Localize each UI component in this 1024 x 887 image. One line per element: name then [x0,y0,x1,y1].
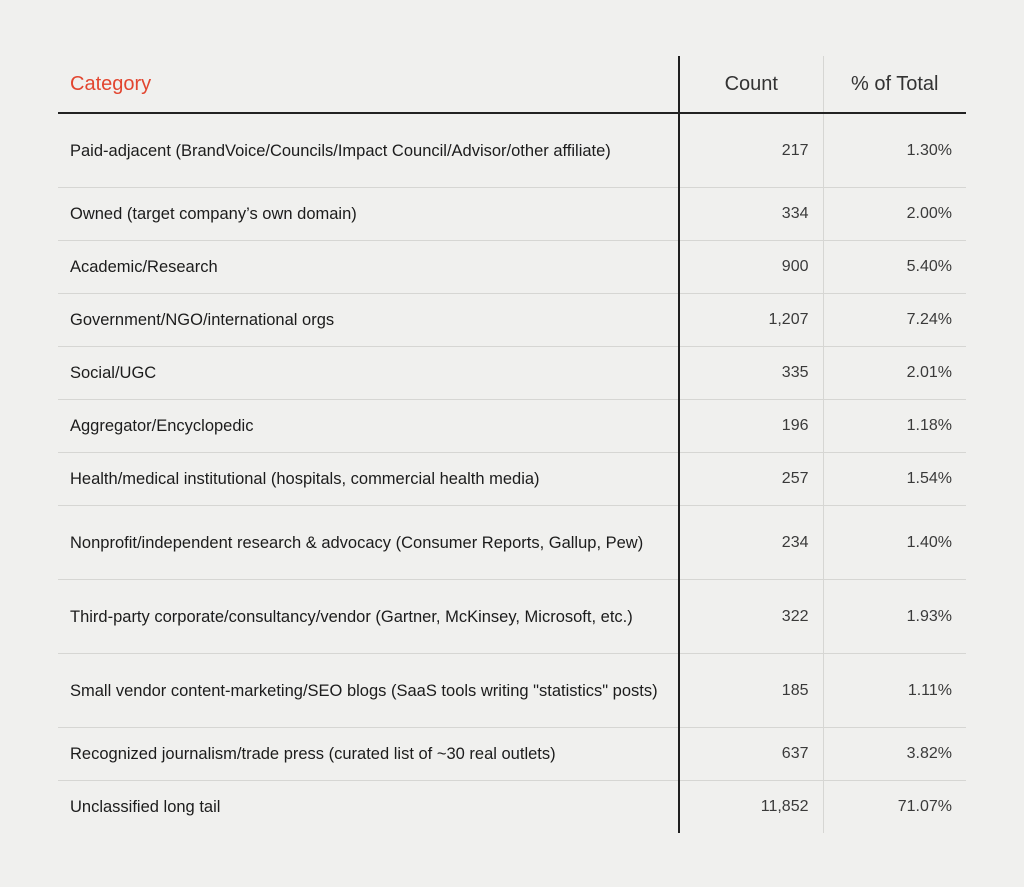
table-row [58,347,966,400]
row-percent: 1.30% [823,113,966,188]
table-row [58,654,966,728]
row-percent: 2.00% [823,188,966,241]
header-count: Count [679,56,823,113]
row-percent: 1.18% [823,400,966,453]
row-percent: 3.82% [823,728,966,781]
category-table [58,56,966,833]
table-row [58,728,966,781]
row-category: Government/NGO/international orgs [58,294,679,347]
table-row [58,580,966,654]
table-row [58,113,966,188]
table-header-row [58,56,966,113]
row-count: 217 [679,113,823,188]
row-category: Aggregator/Encyclopedic [58,400,679,453]
row-category: Owned (target company’s own domain) [58,188,679,241]
row-percent: 1.93% [823,580,966,654]
row-percent: 1.54% [823,453,966,506]
row-count: 1,207 [679,294,823,347]
row-count: 185 [679,654,823,728]
row-category: Recognized journalism/trade press (curated list of ~30 real outlets) [58,728,679,781]
row-count: 334 [679,188,823,241]
row-count: 11,852 [679,781,823,834]
header-percent: % of Total [823,56,966,113]
table-row [58,294,966,347]
table-row [58,781,966,834]
table-row [58,188,966,241]
row-percent: 5.40% [823,241,966,294]
row-count: 335 [679,347,823,400]
table-row [58,506,966,580]
row-category: Third-party corporate/consultancy/vendor (Gartner, McKinsey, Microsoft, etc.) [58,580,679,654]
table-row [58,453,966,506]
row-count: 234 [679,506,823,580]
row-count: 637 [679,728,823,781]
row-percent: 1.11% [823,654,966,728]
row-percent: 7.24% [823,294,966,347]
row-percent: 1.40% [823,506,966,580]
table-row [58,400,966,453]
row-percent: 2.01% [823,347,966,400]
row-category: Unclassified long tail [58,781,679,834]
row-category: Paid-adjacent (BrandVoice/Councils/Impact Council/Advisor/other affiliate) [58,113,679,188]
row-count: 196 [679,400,823,453]
table-row [58,241,966,294]
header-category: Category [58,56,679,113]
row-count: 257 [679,453,823,506]
row-category: Small vendor content-marketing/SEO blogs (SaaS tools writing "statistics" posts) [58,654,679,728]
row-count: 322 [679,580,823,654]
data-table-container [58,56,966,833]
row-category: Health/medical institutional (hospitals, commercial health media) [58,453,679,506]
row-category: Social/UGC [58,347,679,400]
row-category: Nonprofit/independent research & advocacy (Consumer Reports, Gallup, Pew) [58,506,679,580]
row-category: Academic/Research [58,241,679,294]
row-count: 900 [679,241,823,294]
row-percent: 71.07% [897,798,952,815]
